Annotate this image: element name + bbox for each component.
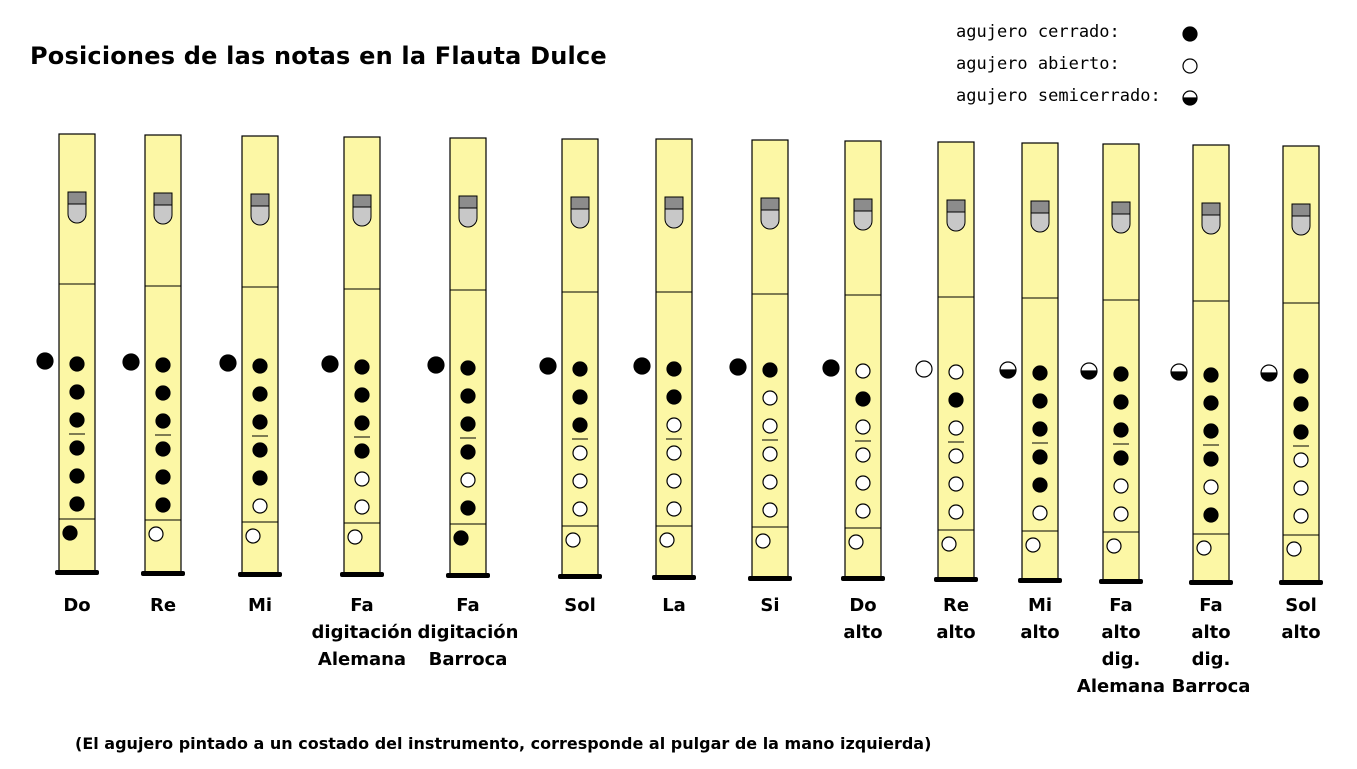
note-label-line: alto <box>843 622 883 643</box>
note-label-line: Sol <box>1285 595 1317 616</box>
open-hole-icon <box>949 477 963 491</box>
closed-hole-icon <box>1114 367 1128 381</box>
legend-open-label: agujero abierto: <box>956 54 1120 74</box>
open-hole-icon <box>756 534 770 548</box>
note-label-line: alto <box>1281 622 1321 643</box>
half-closed-hole-icon <box>1081 363 1097 379</box>
open-hole-icon <box>1033 506 1047 520</box>
closed-hole-icon <box>70 469 84 483</box>
recorder <box>1081 144 1143 584</box>
closed-hole-icon <box>70 413 84 427</box>
closed-hole-icon <box>573 390 587 404</box>
closed-hole-icon <box>667 362 681 376</box>
closed-hole-icon <box>220 355 236 371</box>
open-hole-icon <box>660 533 674 547</box>
window-icon <box>353 195 371 226</box>
open-hole-icon <box>763 475 777 489</box>
closed-hole-icon <box>949 393 963 407</box>
recorder-foot <box>55 570 99 575</box>
closed-hole-icon <box>253 415 267 429</box>
open-hole-icon <box>1026 538 1040 552</box>
closed-hole-icon <box>634 358 650 374</box>
window-icon <box>1292 204 1310 235</box>
recorder-foot <box>934 577 978 582</box>
note-label-line: dig. <box>1191 649 1231 670</box>
closed-hole-icon <box>1114 451 1128 465</box>
recorder-foot <box>238 572 282 577</box>
closed-hole-icon <box>1033 450 1047 464</box>
open-hole-icon <box>856 448 870 462</box>
note-label-line: Fa <box>456 595 480 616</box>
closed-hole-icon <box>253 387 267 401</box>
closed-hole-icon <box>355 416 369 430</box>
open-hole-icon <box>461 473 475 487</box>
open-hole-icon <box>1197 541 1211 555</box>
closed-hole-icon <box>156 358 170 372</box>
note-label-line: Fa <box>1109 595 1133 616</box>
note-label-line: alto <box>936 622 976 643</box>
closed-hole-icon <box>156 442 170 456</box>
open-hole-icon <box>1287 542 1301 556</box>
closed-hole-icon <box>428 357 444 373</box>
closed-hole-icon <box>156 498 170 512</box>
note-label-line: Re <box>149 595 177 616</box>
open-hole-icon <box>355 472 369 486</box>
closed-hole-icon <box>1033 478 1047 492</box>
closed-hole-icon <box>1294 369 1308 383</box>
open-hole-icon <box>856 476 870 490</box>
recorder <box>428 138 490 578</box>
closed-hole-icon <box>253 359 267 373</box>
note-label <box>1236 592 1357 646</box>
closed-hole-icon <box>355 388 369 402</box>
window-icon <box>854 199 872 230</box>
recorder-foot <box>748 576 792 581</box>
note-label-line: digitación <box>417 622 519 643</box>
open-hole-icon <box>667 502 681 516</box>
closed-hole-icon <box>1114 395 1128 409</box>
open-hole-icon <box>763 447 777 461</box>
open-hole-icon <box>1107 539 1121 553</box>
footnote: (El agujero pintado a un costado del instrumento, corresponde al pulgar de la mano izquierda) <box>75 734 932 753</box>
recorder <box>916 142 978 582</box>
note-label-line: La <box>662 595 686 616</box>
open-hole-icon <box>949 505 963 519</box>
closed-hole-icon <box>253 443 267 457</box>
recorder-foot <box>1018 578 1062 583</box>
open-hole-icon <box>573 446 587 460</box>
recorder <box>322 137 384 577</box>
recorder <box>123 135 185 576</box>
open-hole-icon <box>916 361 932 377</box>
closed-hole-icon <box>1204 424 1218 438</box>
window-icon <box>571 197 589 228</box>
open-hole-icon <box>149 527 163 541</box>
closed-hole-icon <box>1204 396 1218 410</box>
page-title: Posiciones de las notas en la Flauta Dulce <box>30 42 607 70</box>
open-hole-icon <box>667 446 681 460</box>
note-label-line: Fa <box>350 595 374 616</box>
recorder-foot <box>340 572 384 577</box>
half-closed-hole-icon <box>1261 365 1277 381</box>
open-hole-icon <box>1294 481 1308 495</box>
recorder <box>540 139 602 579</box>
window-icon <box>1202 203 1220 234</box>
open-hole-icon <box>856 420 870 434</box>
open-hole-icon <box>763 419 777 433</box>
window-icon <box>1031 201 1049 232</box>
closed-hole-icon <box>573 418 587 432</box>
closed-hole-icon <box>461 389 475 403</box>
closed-hole-icon <box>1204 368 1218 382</box>
window-icon <box>68 192 86 223</box>
recorder <box>1261 146 1323 585</box>
recorder-foot <box>558 574 602 579</box>
recorder <box>1000 143 1062 583</box>
recorder-foot <box>1099 579 1143 584</box>
note-label-line: Barroca <box>1171 676 1251 697</box>
note-label <box>403 592 533 673</box>
recorder-foot <box>841 576 885 581</box>
note-label-line: Alemana <box>317 649 407 670</box>
closed-hole-icon <box>70 385 84 399</box>
closed-hole-icon <box>461 417 475 431</box>
window-icon <box>154 193 172 224</box>
open-hole-icon <box>1114 479 1128 493</box>
closed-hole-icon <box>1294 397 1308 411</box>
recorder <box>220 136 282 577</box>
closed-hole-icon <box>1204 452 1218 466</box>
note-label-line: dig. <box>1101 649 1141 670</box>
closed-hole-icon <box>667 390 681 404</box>
note-label-line: Barroca <box>428 649 508 670</box>
closed-hole-icon <box>123 354 139 370</box>
closed-hole-icon <box>454 531 468 545</box>
open-hole-icon <box>1294 453 1308 467</box>
window-icon <box>947 200 965 231</box>
closed-hole-icon <box>856 392 870 406</box>
closed-hole-icon <box>156 470 170 484</box>
note-label-line: Mi <box>1027 595 1053 616</box>
closed-hole-icon <box>763 363 777 377</box>
half-closed-hole-icon <box>1171 364 1187 380</box>
legend-half-label: agujero semicerrado: <box>956 86 1161 106</box>
closed-hole-icon <box>461 445 475 459</box>
window-icon <box>665 197 683 228</box>
open-hole-icon <box>253 499 267 513</box>
recorder-foot <box>1189 580 1233 585</box>
open-hole-icon <box>566 533 580 547</box>
note-label-line: alto <box>1191 622 1231 643</box>
recorder <box>1171 145 1233 585</box>
note-label-line: Do <box>63 595 91 616</box>
open-hole-icon <box>348 530 362 544</box>
open-hole-icon <box>246 529 260 543</box>
recorder-foot <box>141 571 185 576</box>
window-icon <box>459 196 477 227</box>
closed-hole-icon <box>1294 425 1308 439</box>
closed-hole-icon <box>573 362 587 376</box>
half-closed-hole-icon <box>1000 362 1016 378</box>
open-hole-icon <box>763 391 777 405</box>
note-label-line: Re <box>942 595 970 616</box>
note-label-line: Si <box>760 595 780 616</box>
window-icon <box>761 198 779 229</box>
window-icon <box>251 194 269 225</box>
closed-hole-icon <box>322 356 338 372</box>
note-label-line: alto <box>1101 622 1141 643</box>
note-label-line: Fa <box>1199 595 1223 616</box>
closed-hole-icon <box>70 441 84 455</box>
open-hole-icon <box>1294 509 1308 523</box>
open-hole-icon <box>949 449 963 463</box>
note-label-line: Sol <box>564 595 596 616</box>
recorder <box>37 134 99 575</box>
recorder <box>730 140 792 581</box>
closed-hole-icon <box>730 359 746 375</box>
legend-closed-label: agujero cerrado: <box>956 22 1120 42</box>
recorder-foot <box>652 575 696 580</box>
closed-hole-icon <box>70 357 84 371</box>
open-hole-icon <box>949 421 963 435</box>
closed-hole-icon <box>1033 422 1047 436</box>
window-icon <box>1112 202 1130 233</box>
closed-hole-icon <box>1033 394 1047 408</box>
open-hole-icon <box>763 503 777 517</box>
open-hole-icon <box>942 537 956 551</box>
note-label-line: Do <box>849 595 877 616</box>
open-hole-icon <box>1114 507 1128 521</box>
closed-hole-icon <box>1204 508 1218 522</box>
open-hole-icon <box>667 418 681 432</box>
closed-hole-icon <box>37 353 53 369</box>
closed-hole-icon <box>156 414 170 428</box>
closed-hole-icon <box>1033 366 1047 380</box>
note-label-line: Alemana <box>1076 676 1166 697</box>
closed-hole-icon <box>540 358 556 374</box>
open-hole-icon <box>856 364 870 378</box>
note-label-line: Mi <box>247 595 273 616</box>
recorder <box>823 141 885 581</box>
closed-hole-icon <box>823 360 839 376</box>
closed-hole-icon <box>70 497 84 511</box>
open-hole-icon <box>573 474 587 488</box>
closed-hole-icon <box>253 471 267 485</box>
closed-hole-icon <box>461 501 475 515</box>
closed-hole-icon <box>355 360 369 374</box>
recorder-foot <box>446 573 490 578</box>
open-hole-icon <box>667 474 681 488</box>
recorder <box>634 139 696 580</box>
closed-hole-icon <box>63 526 77 540</box>
open-hole-icon <box>949 365 963 379</box>
open-hole-icon <box>355 500 369 514</box>
closed-hole-icon <box>461 361 475 375</box>
recorder-foot <box>1279 580 1323 585</box>
open-hole-icon <box>849 535 863 549</box>
closed-hole-icon <box>1114 423 1128 437</box>
note-label-line: alto <box>1020 622 1060 643</box>
open-hole-icon <box>1204 480 1218 494</box>
note-label-line: digitación <box>311 622 413 643</box>
open-hole-icon <box>856 504 870 518</box>
closed-hole-icon <box>156 386 170 400</box>
closed-hole-icon <box>355 444 369 458</box>
open-hole-icon <box>573 502 587 516</box>
